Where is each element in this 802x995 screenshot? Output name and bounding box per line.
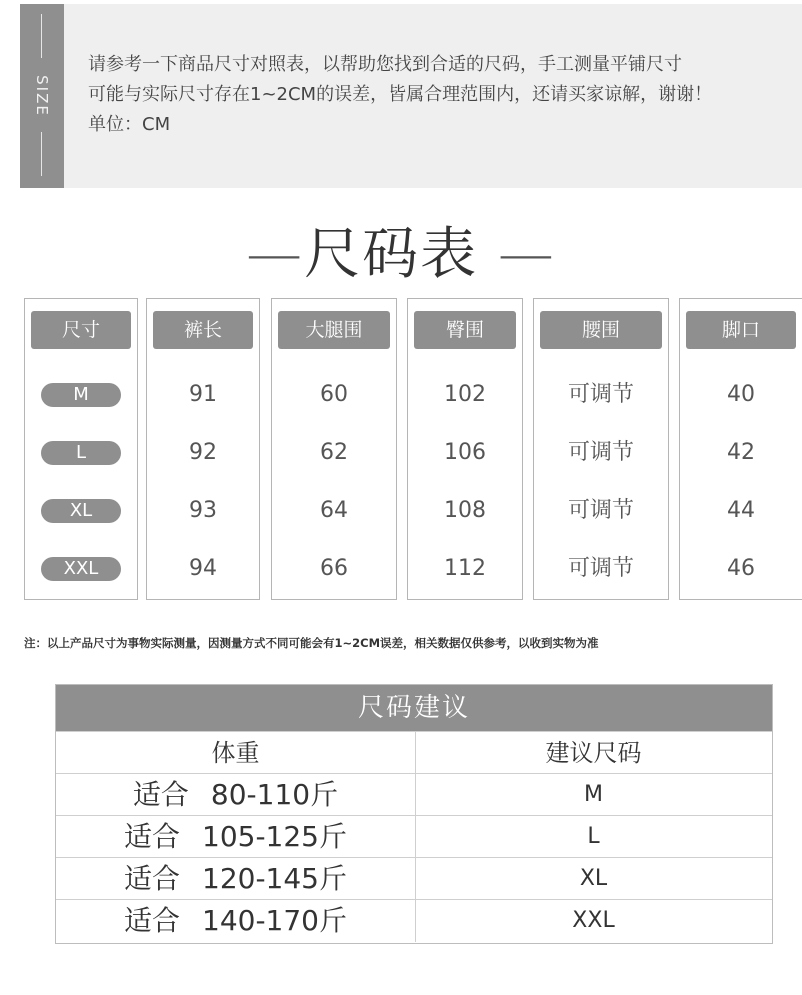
weight-range-cell: [56, 816, 416, 858]
thigh-column: [271, 298, 397, 600]
size-column: [24, 298, 138, 600]
suggested-size-cell: M: [584, 782, 603, 807]
column-header-size: 尺寸: [31, 311, 131, 349]
suggested-size-cell: XL: [579, 866, 608, 891]
hip-cell: 106: [444, 440, 486, 465]
size-cell: [25, 375, 137, 415]
recommendation-title: 尺码建议: [56, 685, 772, 731]
waist-cell: 可调节: [567, 382, 634, 407]
intro-line-3: 单位：CM: [88, 114, 171, 135]
size-chart-title: [0, 218, 802, 292]
fit-prefix: 适合: [123, 862, 180, 895]
title-dash-left: —: [246, 222, 305, 287]
waist-cell: 可调节: [567, 498, 634, 523]
size-cell: [25, 549, 137, 589]
weight-range-cell: [56, 858, 416, 900]
hip-column: [407, 298, 523, 600]
weight-range: 140-170斤: [202, 904, 347, 937]
title-text: 尺码表: [304, 222, 479, 287]
side-label: SIZE: [33, 75, 51, 117]
column-header-waist: 腰围: [540, 311, 662, 349]
hem-cell: 40: [727, 382, 755, 407]
size-side-tag: [20, 4, 64, 188]
intro-banner: [20, 4, 802, 188]
thigh-cell: 66: [320, 556, 348, 581]
measurement-note: 注：以上产品尺寸为事物实际测量，因测量方式不同可能会有1~2CM误差，相关数据仅供参考，以收到实物为准: [24, 636, 599, 650]
thigh-cell: 62: [320, 440, 348, 465]
length-column: [146, 298, 260, 600]
fit-prefix: 适合: [123, 904, 180, 937]
hem-cell: 42: [727, 440, 755, 465]
hip-cell: 112: [444, 556, 486, 581]
title-dash-right: —: [497, 222, 556, 287]
weight-range-cell: [56, 900, 416, 942]
size-cell: [25, 491, 137, 531]
column-header-thigh: 大腿围: [278, 311, 390, 349]
suggested-size-cell: L: [587, 824, 600, 849]
waist-column: [533, 298, 669, 600]
hem-cell: 44: [727, 498, 755, 523]
side-divider-bottom: [41, 132, 42, 176]
column-header-hip: 臀围: [414, 311, 516, 349]
header-weight: 体重: [56, 732, 416, 774]
table-row: [56, 773, 772, 816]
size-pill-m: M: [41, 383, 121, 407]
length-cell: 94: [189, 556, 217, 581]
size-pill-xxl: XXL: [41, 557, 121, 581]
weight-range-cell: [56, 774, 416, 816]
size-recommendation-table: [55, 684, 773, 944]
length-cell: 92: [189, 440, 217, 465]
fit-prefix: 适合: [132, 778, 189, 811]
table-row: [56, 815, 772, 858]
table-row: [56, 857, 772, 900]
weight-range: 80-110斤: [210, 778, 339, 811]
column-header-hem: 脚口: [686, 311, 796, 349]
thigh-cell: 60: [320, 382, 348, 407]
table-row: [56, 899, 772, 942]
header-suggested-size: 建议尺码: [545, 739, 642, 767]
intro-line-2: 可能与实际尺寸存在1~2CM的误差，皆属合理范围内，还请买家谅解，谢谢！: [88, 84, 713, 105]
hem-column: [679, 298, 802, 600]
recommendation-header-row: [56, 731, 772, 774]
hip-cell: 108: [444, 498, 486, 523]
suggested-size-cell: XXL: [572, 908, 615, 933]
column-header-length: 裤长: [153, 311, 253, 349]
waist-cell: 可调节: [567, 556, 634, 581]
intro-text: [88, 50, 796, 140]
hem-cell: 46: [727, 556, 755, 581]
thigh-cell: 64: [320, 498, 348, 523]
waist-cell: 可调节: [567, 440, 634, 465]
size-cell: [25, 433, 137, 473]
length-cell: 91: [189, 382, 217, 407]
size-pill-l: L: [41, 441, 121, 465]
side-divider-top: [41, 14, 42, 58]
weight-range: 105-125斤: [202, 820, 347, 853]
weight-range: 120-145斤: [202, 862, 347, 895]
hip-cell: 102: [444, 382, 486, 407]
size-pill-xl: XL: [41, 499, 121, 523]
intro-line-1: 请参考一下商品尺寸对照表，以帮助您找到合适的尺码，手工测量平铺尺寸: [88, 54, 682, 75]
fit-prefix: 适合: [123, 820, 180, 853]
length-cell: 93: [189, 498, 217, 523]
